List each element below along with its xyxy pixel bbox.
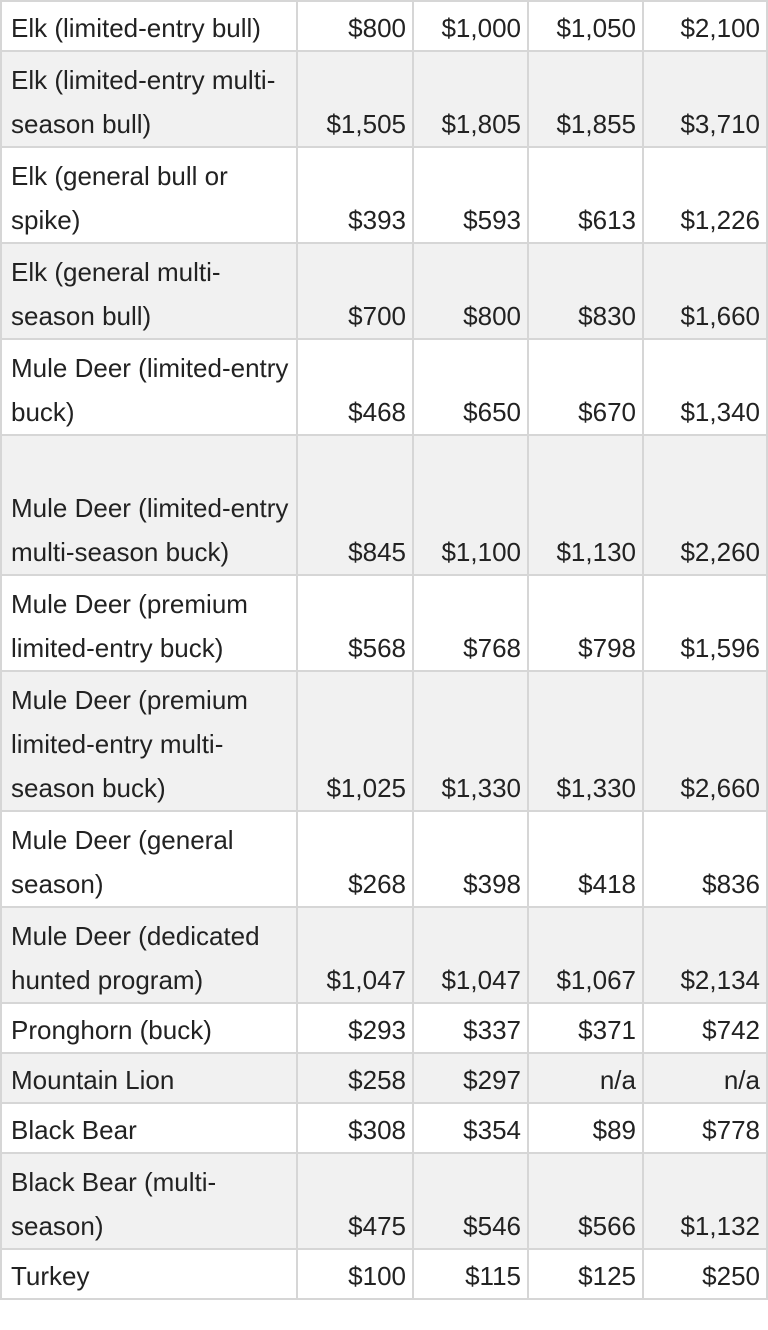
- fee-cell: $700: [297, 243, 413, 339]
- species-cell: Mule Deer (limited-entry buck): [1, 339, 297, 435]
- fee-cell: $566: [528, 1153, 643, 1249]
- species-cell: Elk (limited-entry bull): [1, 1, 297, 51]
- fee-cell: $468: [297, 339, 413, 435]
- fee-cell: $1,340: [643, 339, 767, 435]
- fee-cell: $830: [528, 243, 643, 339]
- species-cell: Elk (general bull or spike): [1, 147, 297, 243]
- fee-cell: $115: [413, 1249, 528, 1299]
- fee-cell: $1,000: [413, 1, 528, 51]
- fee-cell: $337: [413, 1003, 528, 1053]
- fee-cell: $613: [528, 147, 643, 243]
- table-row: [1, 51, 767, 147]
- table-row: [1, 147, 767, 243]
- table-row: [1, 1153, 767, 1249]
- fee-cell: $125: [528, 1249, 643, 1299]
- fee-cell: $1,100: [413, 435, 528, 575]
- fee-cell: $293: [297, 1003, 413, 1053]
- fee-cell: $1,025: [297, 671, 413, 811]
- fee-cell: $2,134: [643, 907, 767, 1003]
- species-cell: Elk (general multi-season bull): [1, 243, 297, 339]
- fee-cell: $845: [297, 435, 413, 575]
- fee-cell: $258: [297, 1053, 413, 1103]
- fee-cell: $768: [413, 575, 528, 671]
- fee-cell: n/a: [643, 1053, 767, 1103]
- fee-cell: $1,805: [413, 51, 528, 147]
- fee-cell: $1,130: [528, 435, 643, 575]
- fee-cell: $568: [297, 575, 413, 671]
- fee-cell: $546: [413, 1153, 528, 1249]
- table-row: [1, 1003, 767, 1053]
- table-row: [1, 671, 767, 811]
- fee-cell: $742: [643, 1003, 767, 1053]
- species-cell: Black Bear: [1, 1103, 297, 1153]
- fee-cell: $371: [528, 1003, 643, 1053]
- fee-cell: $2,660: [643, 671, 767, 811]
- fee-cell: $250: [643, 1249, 767, 1299]
- table-row: [1, 1249, 767, 1299]
- fee-cell: $1,505: [297, 51, 413, 147]
- table-row: [1, 1, 767, 51]
- species-cell: Elk (limited-entry multi-season bull): [1, 51, 297, 147]
- species-cell: Black Bear (multi-season): [1, 1153, 297, 1249]
- fee-cell: $593: [413, 147, 528, 243]
- fee-cell: $778: [643, 1103, 767, 1153]
- species-cell: Mule Deer (dedicated hunted program): [1, 907, 297, 1003]
- table-row: [1, 1103, 767, 1153]
- fee-cell: $1,855: [528, 51, 643, 147]
- species-cell: Turkey: [1, 1249, 297, 1299]
- fee-cell: $3,710: [643, 51, 767, 147]
- fee-cell: $1,067: [528, 907, 643, 1003]
- fee-cell: $398: [413, 811, 528, 907]
- table-row: [1, 811, 767, 907]
- fee-cell: $393: [297, 147, 413, 243]
- fee-cell: $800: [297, 1, 413, 51]
- fee-cell: $1,047: [413, 907, 528, 1003]
- fee-cell: $418: [528, 811, 643, 907]
- table-row: [1, 243, 767, 339]
- species-cell: Mule Deer (premium limited-entry buck): [1, 575, 297, 671]
- table-row: [1, 575, 767, 671]
- fee-cell: $1,330: [528, 671, 643, 811]
- fee-cell: $798: [528, 575, 643, 671]
- species-cell: Mule Deer (premium limited-entry multi-season buck): [1, 671, 297, 811]
- fee-cell: $670: [528, 339, 643, 435]
- fee-cell: $1,132: [643, 1153, 767, 1249]
- fee-cell: $89: [528, 1103, 643, 1153]
- fee-cell: $1,050: [528, 1, 643, 51]
- species-cell: Pronghorn (buck): [1, 1003, 297, 1053]
- fee-cell: $100: [297, 1249, 413, 1299]
- fee-cell: $297: [413, 1053, 528, 1103]
- fee-cell: $268: [297, 811, 413, 907]
- fee-cell: $2,100: [643, 1, 767, 51]
- fee-cell: $1,047: [297, 907, 413, 1003]
- fee-cell: $1,596: [643, 575, 767, 671]
- fee-table-body: [1, 1, 767, 1299]
- table-row: [1, 907, 767, 1003]
- species-cell: Mountain Lion: [1, 1053, 297, 1103]
- table-row: [1, 339, 767, 435]
- fee-cell: $800: [413, 243, 528, 339]
- fee-cell: $836: [643, 811, 767, 907]
- fee-cell: $1,330: [413, 671, 528, 811]
- fee-cell: n/a: [528, 1053, 643, 1103]
- fee-cell: $1,226: [643, 147, 767, 243]
- species-cell: Mule Deer (general season): [1, 811, 297, 907]
- table-row: [1, 435, 767, 575]
- fee-cell: $308: [297, 1103, 413, 1153]
- fee-cell: $2,260: [643, 435, 767, 575]
- fee-cell: $354: [413, 1103, 528, 1153]
- fee-cell: $475: [297, 1153, 413, 1249]
- species-cell: Mule Deer (limited-entry multi-season buck): [1, 435, 297, 575]
- table-row: [1, 1053, 767, 1103]
- fee-cell: $650: [413, 339, 528, 435]
- fee-cell: $1,660: [643, 243, 767, 339]
